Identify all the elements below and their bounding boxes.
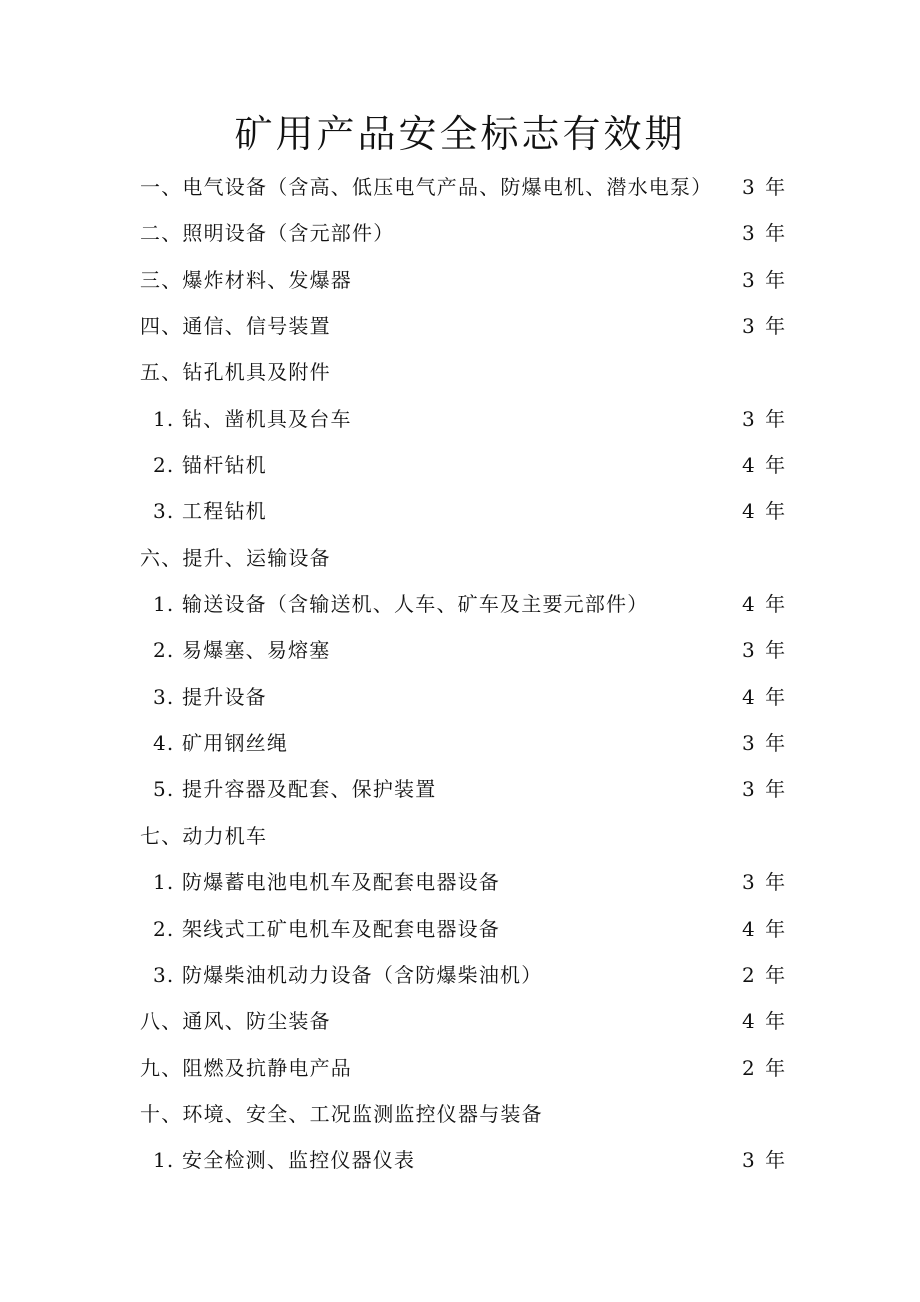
category-label: 九、阻燃及抗静电产品 [140,1055,352,1080]
sub-item-row [0,627,920,673]
validity-period: 4 年 [742,1009,788,1034]
category-row [0,1091,920,1137]
validity-period: 3 年 [742,406,788,431]
sub-item-row [0,442,920,488]
validity-list [0,164,920,1184]
validity-period: 2 年 [742,962,788,987]
validity-period: 3 年 [742,175,788,199]
category-label: 一、电气设备（含高、低压电气产品、防爆电机、潜水电泵） [140,175,713,199]
sub-item-label: 5. 提升容器及配套、保护装置 [153,777,437,802]
validity-period: 3 年 [742,1148,788,1173]
validity-period: 4 年 [742,592,788,617]
sub-item-row [0,859,920,905]
category-row [0,257,920,303]
sub-item-label: 3. 工程钻机 [153,499,267,524]
validity-period: 4 年 [742,916,788,941]
sub-item-row [0,906,920,952]
sub-item-row [0,720,920,766]
category-label: 二、照明设备（含元部件） [140,221,395,246]
category-row [0,210,920,256]
category-label: 四、通信、信号装置 [140,314,331,339]
category-label: 八、通风、防尘装备 [140,1009,331,1034]
validity-period: 3 年 [742,267,788,292]
validity-period: 3 年 [742,870,788,895]
validity-period: 3 年 [742,777,788,802]
category-row [0,998,920,1044]
sub-item-label: 2. 锚杆钻机 [153,453,267,478]
category-row [0,1045,920,1091]
sub-item-row [0,488,920,534]
validity-period: 3 年 [742,731,788,756]
category-row [0,813,920,859]
sub-item-label: 4. 矿用钢丝绳 [153,731,289,756]
category-label: 五、钻孔机具及附件 [140,360,331,385]
page-title: 矿用产品安全标志有效期 [234,112,686,156]
sub-item-label: 2. 架线式工矿电机车及配套电器设备 [153,916,501,941]
sub-item-label: 1. 防爆蓄电池电机车及配套电器设备 [153,870,501,895]
sub-item-label: 1. 钻、凿机具及台车 [153,406,352,431]
category-label: 三、爆炸材料、发爆器 [140,267,352,292]
sub-item-row [0,952,920,998]
sub-item-row [0,581,920,627]
category-label: 六、提升、运输设备 [140,545,331,570]
validity-period: 4 年 [742,499,788,524]
category-row [0,164,920,210]
validity-period: 3 年 [742,638,788,663]
validity-period: 4 年 [742,684,788,709]
validity-period: 3 年 [742,314,788,339]
sub-item-label: 2. 易爆塞、易熔塞 [153,638,331,663]
sub-item-row [0,674,920,720]
category-row [0,303,920,349]
sub-item-label: 3. 防爆柴油机动力设备（含防爆柴油机） [153,962,543,987]
validity-period: 2 年 [742,1055,788,1080]
sub-item-label: 1. 输送设备（含输送机、人车、矿车及主要元部件） [153,592,649,617]
sub-item-row [0,1137,920,1183]
sub-item-row [0,766,920,812]
sub-item-row [0,396,920,442]
category-row [0,349,920,395]
sub-item-label: 1. 安全检测、监控仪器仪表 [153,1148,416,1173]
validity-period: 4 年 [742,453,788,478]
sub-item-label: 3. 提升设备 [153,684,267,709]
validity-period: 3 年 [742,221,788,246]
category-label: 七、动力机车 [140,823,268,848]
category-row [0,535,920,581]
category-label: 十、环境、安全、工况监测监控仪器与装备 [140,1101,543,1126]
